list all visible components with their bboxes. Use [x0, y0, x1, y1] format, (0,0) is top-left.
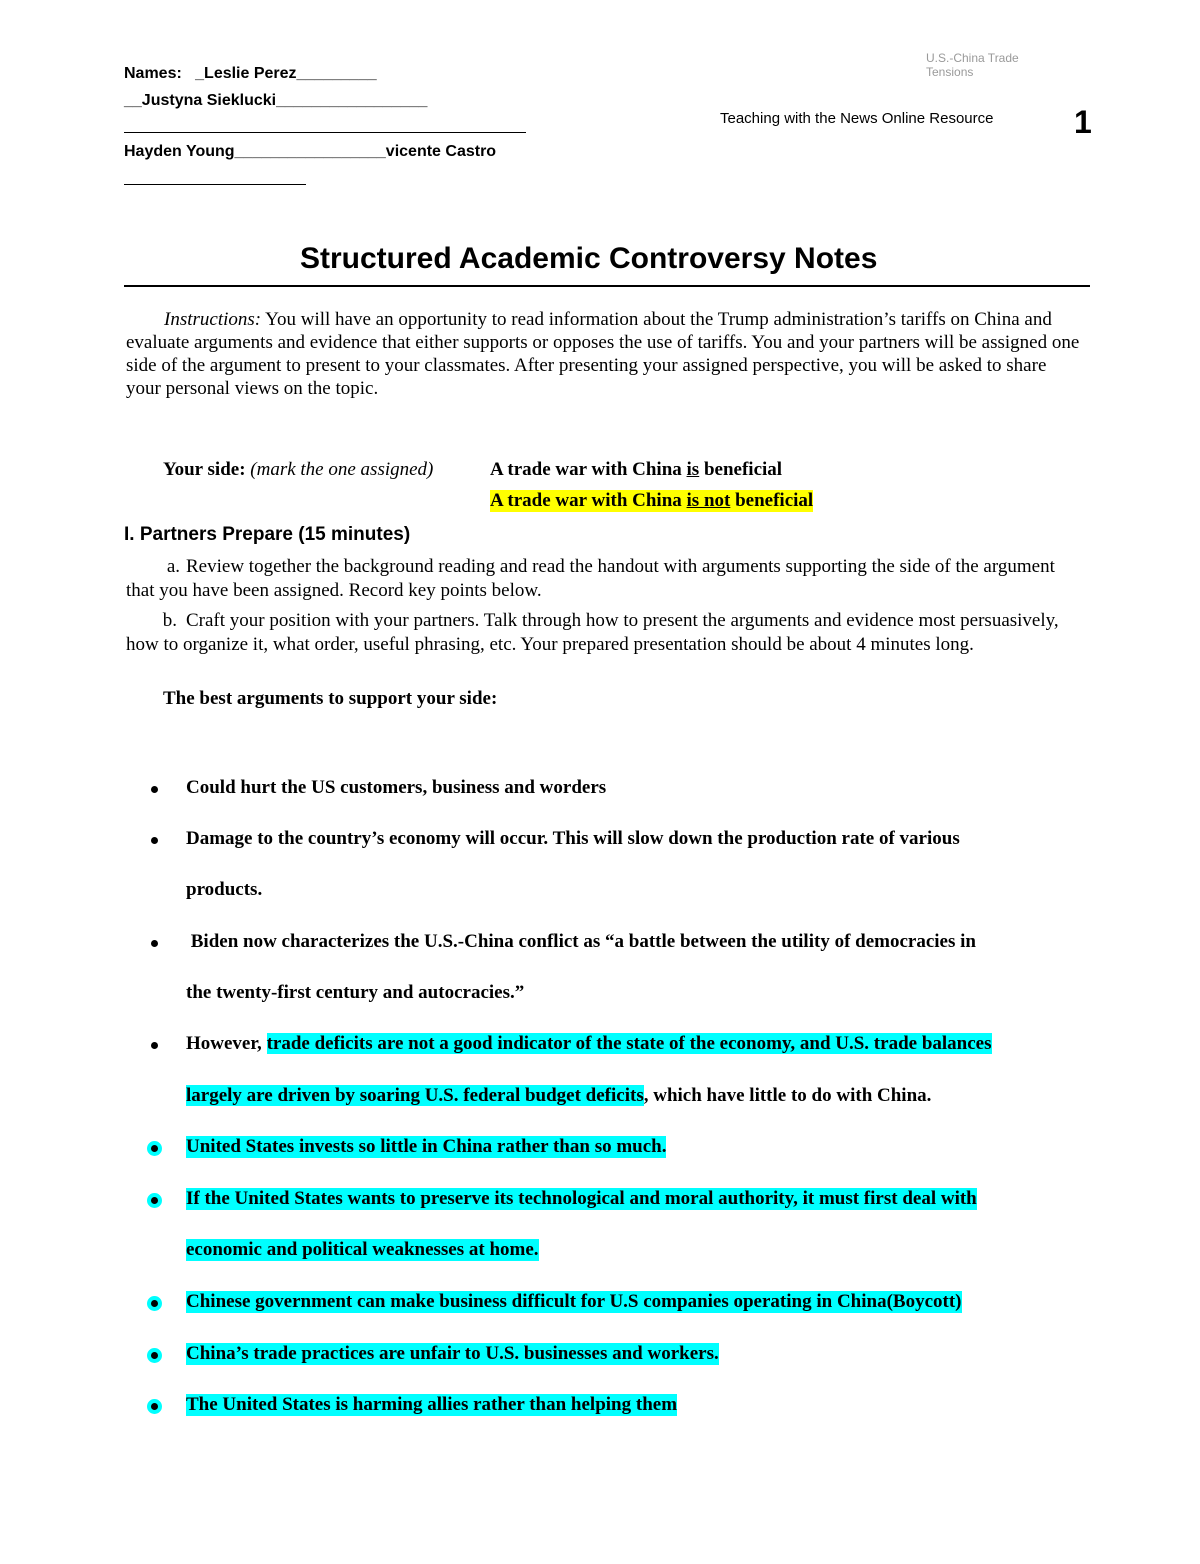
names-blank-line-5 — [124, 184, 306, 185]
corner-title-line-2: Tensions — [926, 65, 974, 79]
bullet-4-post: , which have little to do with China. — [643, 1085, 932, 1106]
bullet-4-line-2 — [186, 1085, 931, 1107]
bullet-dot — [151, 1352, 158, 1359]
names-line-4: Hayden Young_________________vicente Castro — [124, 143, 497, 160]
your-side-label — [163, 459, 433, 481]
instructions-text: You will have an opportunity to read information about the Trump administration’s tariffs on China and evaluate arguments and evidence that either supports or opposes the use of tariffs. You and your partners will be assigned one side of the argument to present to your classmates. After presenting your assigned perspective, you will be asked to share your personal views on the topic. — [126, 309, 1080, 399]
bullet-7: Chinese government can make business difficult for U.S companies operating in China(Boycott) — [186, 1291, 962, 1312]
side-option1-pre: A trade war with China — [490, 459, 687, 480]
bullet-dot — [151, 1145, 158, 1152]
your-side-hint: (mark the one assigned) — [250, 459, 434, 480]
bullet-5: United States invests so little in China rather than so much. — [186, 1136, 667, 1157]
bullet-2-line-1: Damage to the country’s economy will occur. This will slow down the production rate of various — [186, 828, 960, 849]
bullet-dot — [151, 786, 158, 793]
names-blank-line-3 — [124, 132, 526, 133]
side-option-not-beneficial[interactable] — [490, 490, 813, 512]
resource-label: Teaching with the News Online Resource — [720, 110, 994, 127]
bullet-2-line-2: products. — [186, 879, 263, 900]
bullet-4-highlight-1: trade deficits are not a good indicator of the state of the economy, and U.S. trade balances — [266, 1033, 992, 1054]
section-item-a — [126, 555, 1081, 603]
item-b-label: b. — [162, 610, 177, 631]
bullet-4-highlight-2: largely are driven by soaring U.S. federal budget deficits — [186, 1085, 644, 1106]
bullet-dot — [151, 940, 158, 947]
best-arguments-label: The best arguments to support your side: — [163, 688, 498, 709]
bullet-9: The United States is harming allies rather than helping them — [186, 1394, 678, 1415]
side-option2-pre: A trade war with China — [490, 490, 687, 511]
names-line-1: Names: _Leslie Perez_________ — [124, 65, 377, 82]
page-title: Structured Academic Controversy Notes — [300, 242, 878, 275]
item-a-text: Review together the background reading and read the handout with arguments supporting the side of the argument that you have been assigned. Record key points below. — [126, 556, 1055, 601]
instructions-label: Instructions: — [164, 309, 262, 330]
side-option-beneficial[interactable] — [490, 459, 782, 481]
bullet-3-line-1: Biden now characterizes the U.S.-China conflict as “a battle between the utility of democracies in — [186, 931, 976, 952]
bullet-1: Could hurt the US customers, business and worders — [186, 777, 607, 798]
bullet-dot — [151, 1403, 158, 1410]
bullet-4-line-1 — [186, 1033, 992, 1055]
side-option1-post: beneficial — [699, 459, 783, 480]
bullet-dot — [151, 837, 158, 844]
section-heading: I. Partners Prepare (15 minutes) — [124, 524, 411, 545]
side-option2-post: beneficial — [730, 490, 814, 511]
names-line-2: __Justyna Sieklucki_________________ — [124, 92, 428, 109]
bullet-6-line-2: economic and political weaknesses at home. — [186, 1239, 539, 1260]
bullet-dot — [151, 1197, 158, 1204]
page-number: 1 — [1074, 104, 1092, 140]
title-rule — [124, 285, 1090, 287]
bullet-dot — [151, 1300, 158, 1307]
item-b-text: Craft your position with your partners. Talk through how to present the arguments and evidence most persuasively, how to organize it, what order, useful phrasing, etc. Your prepared presentation should be about 4 minutes long. — [126, 610, 1059, 655]
bullet-dot — [151, 1042, 158, 1049]
side-option2-key: is not — [686, 490, 731, 511]
your-side-text: Your side: — [163, 459, 246, 480]
section-item-b — [126, 609, 1081, 657]
bullet-6-line-1: If the United States wants to preserve its technological and moral authority, it must first deal with — [186, 1188, 977, 1209]
corner-title-line-1: U.S.-China Trade — [926, 51, 1019, 65]
instructions-paragraph — [126, 308, 1081, 400]
bullet-8: China’s trade practices are unfair to U.S. businesses and workers. — [186, 1343, 719, 1364]
side-option1-key: is — [686, 459, 700, 480]
bullet-4-pre: However, — [186, 1033, 267, 1054]
bullet-3-line-2: the twenty-first century and autocracies.” — [186, 982, 525, 1003]
item-a-label: a. — [166, 556, 180, 577]
